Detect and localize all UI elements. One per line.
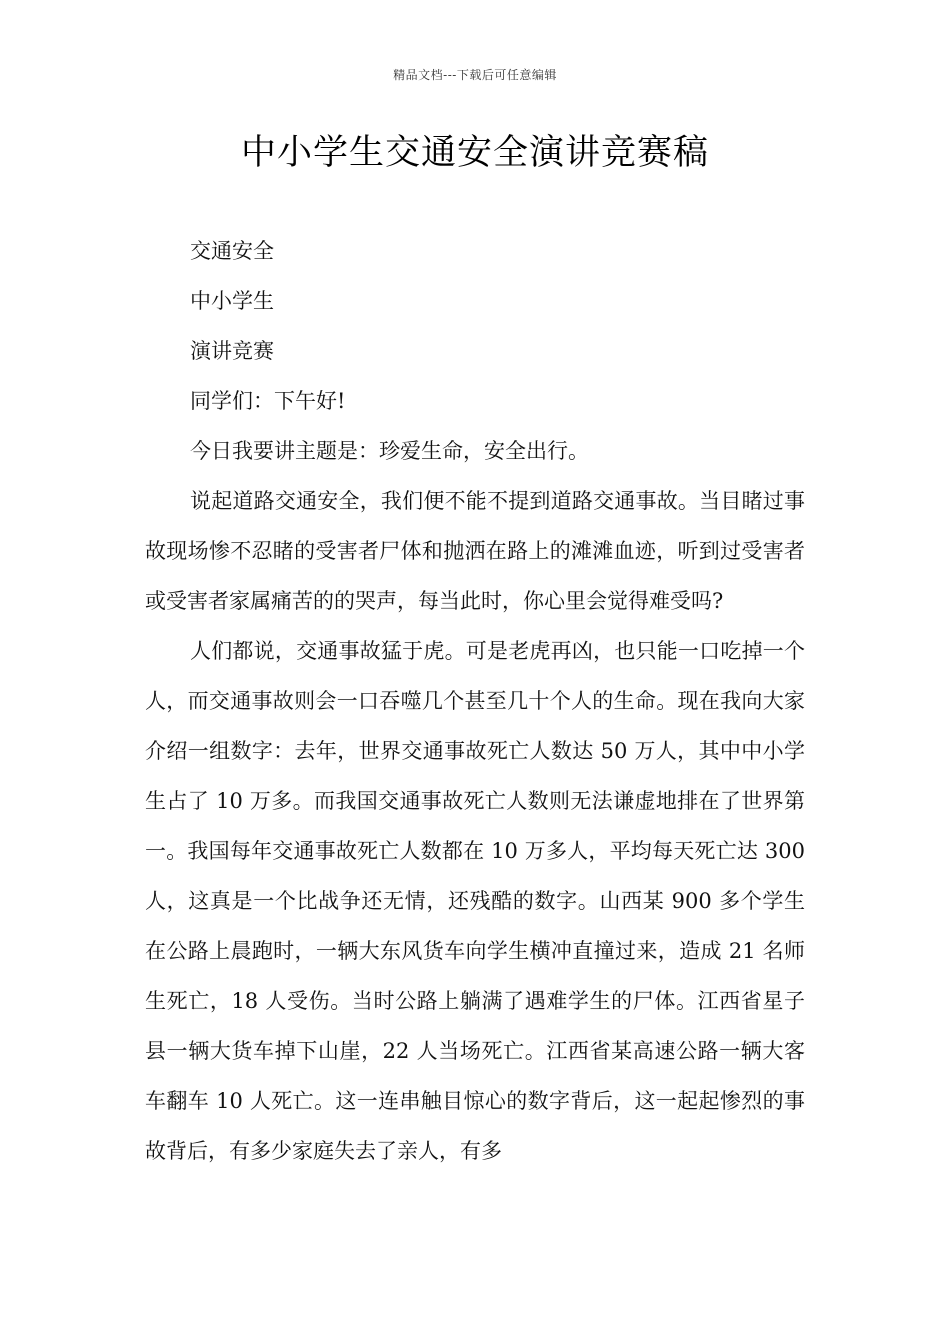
keyword-line: 交通安全 bbox=[190, 239, 274, 263]
greeting-line: 同学们：下午好! bbox=[190, 389, 346, 413]
keyword-line: 演讲竞赛 bbox=[190, 339, 274, 363]
header-note: 精品文档---下载后可任意编辑 bbox=[393, 68, 557, 82]
document-title: 中小学生交通安全演讲竞赛稿 bbox=[240, 133, 709, 173]
document-body bbox=[145, 226, 805, 1176]
body-paragraph: 人们都说，交通事故猛于虎。可是老虎再凶，也只能一口吃掉一个人，而交通事故则会一口吞噬几个甚至几十个人的生命。现在我向大家介绍一组数字：去年，世界交通事故死亡人数达 50 万人，其中中小学生占了 10 万多。而我国交通事故死亡人数则无法谦虚地排在了世界第一。我国每年交通事故死亡人数都在 10 万多人，平均每天死亡达 300 人，这真是一个比战争还无情，还残酷的数字。山西某 900 多个学生在公路上晨跑时，一辆大东风货车向学生横冲直撞过来，造成 21 名师生死亡，18 人受伤。当时公路上躺满了遇难学生的尸体。江西省星子县一辆大货车掉下山崖，22 人当场死亡。江西省某高速公路一辆大客车翻车 10 人死亡。这一连串触目惊心的数字背后，这一起起惨烈的事故背后，有多少家庭失去了亲人，有多 bbox=[145, 639, 805, 1163]
topic-line: 今日我要讲主题是：珍爱生命，安全出行。 bbox=[190, 439, 589, 463]
keyword-line: 中小学生 bbox=[190, 289, 274, 313]
body-paragraph: 说起道路交通安全，我们便不能不提到道路交通事故。当目睹过事故现场惨不忍睹的受害者尸体和抛洒在路上的滩滩血迹，听到过受害者或受害者家属痛苦的的哭声，每当此时，你心里会觉得难受吗? bbox=[145, 489, 805, 613]
